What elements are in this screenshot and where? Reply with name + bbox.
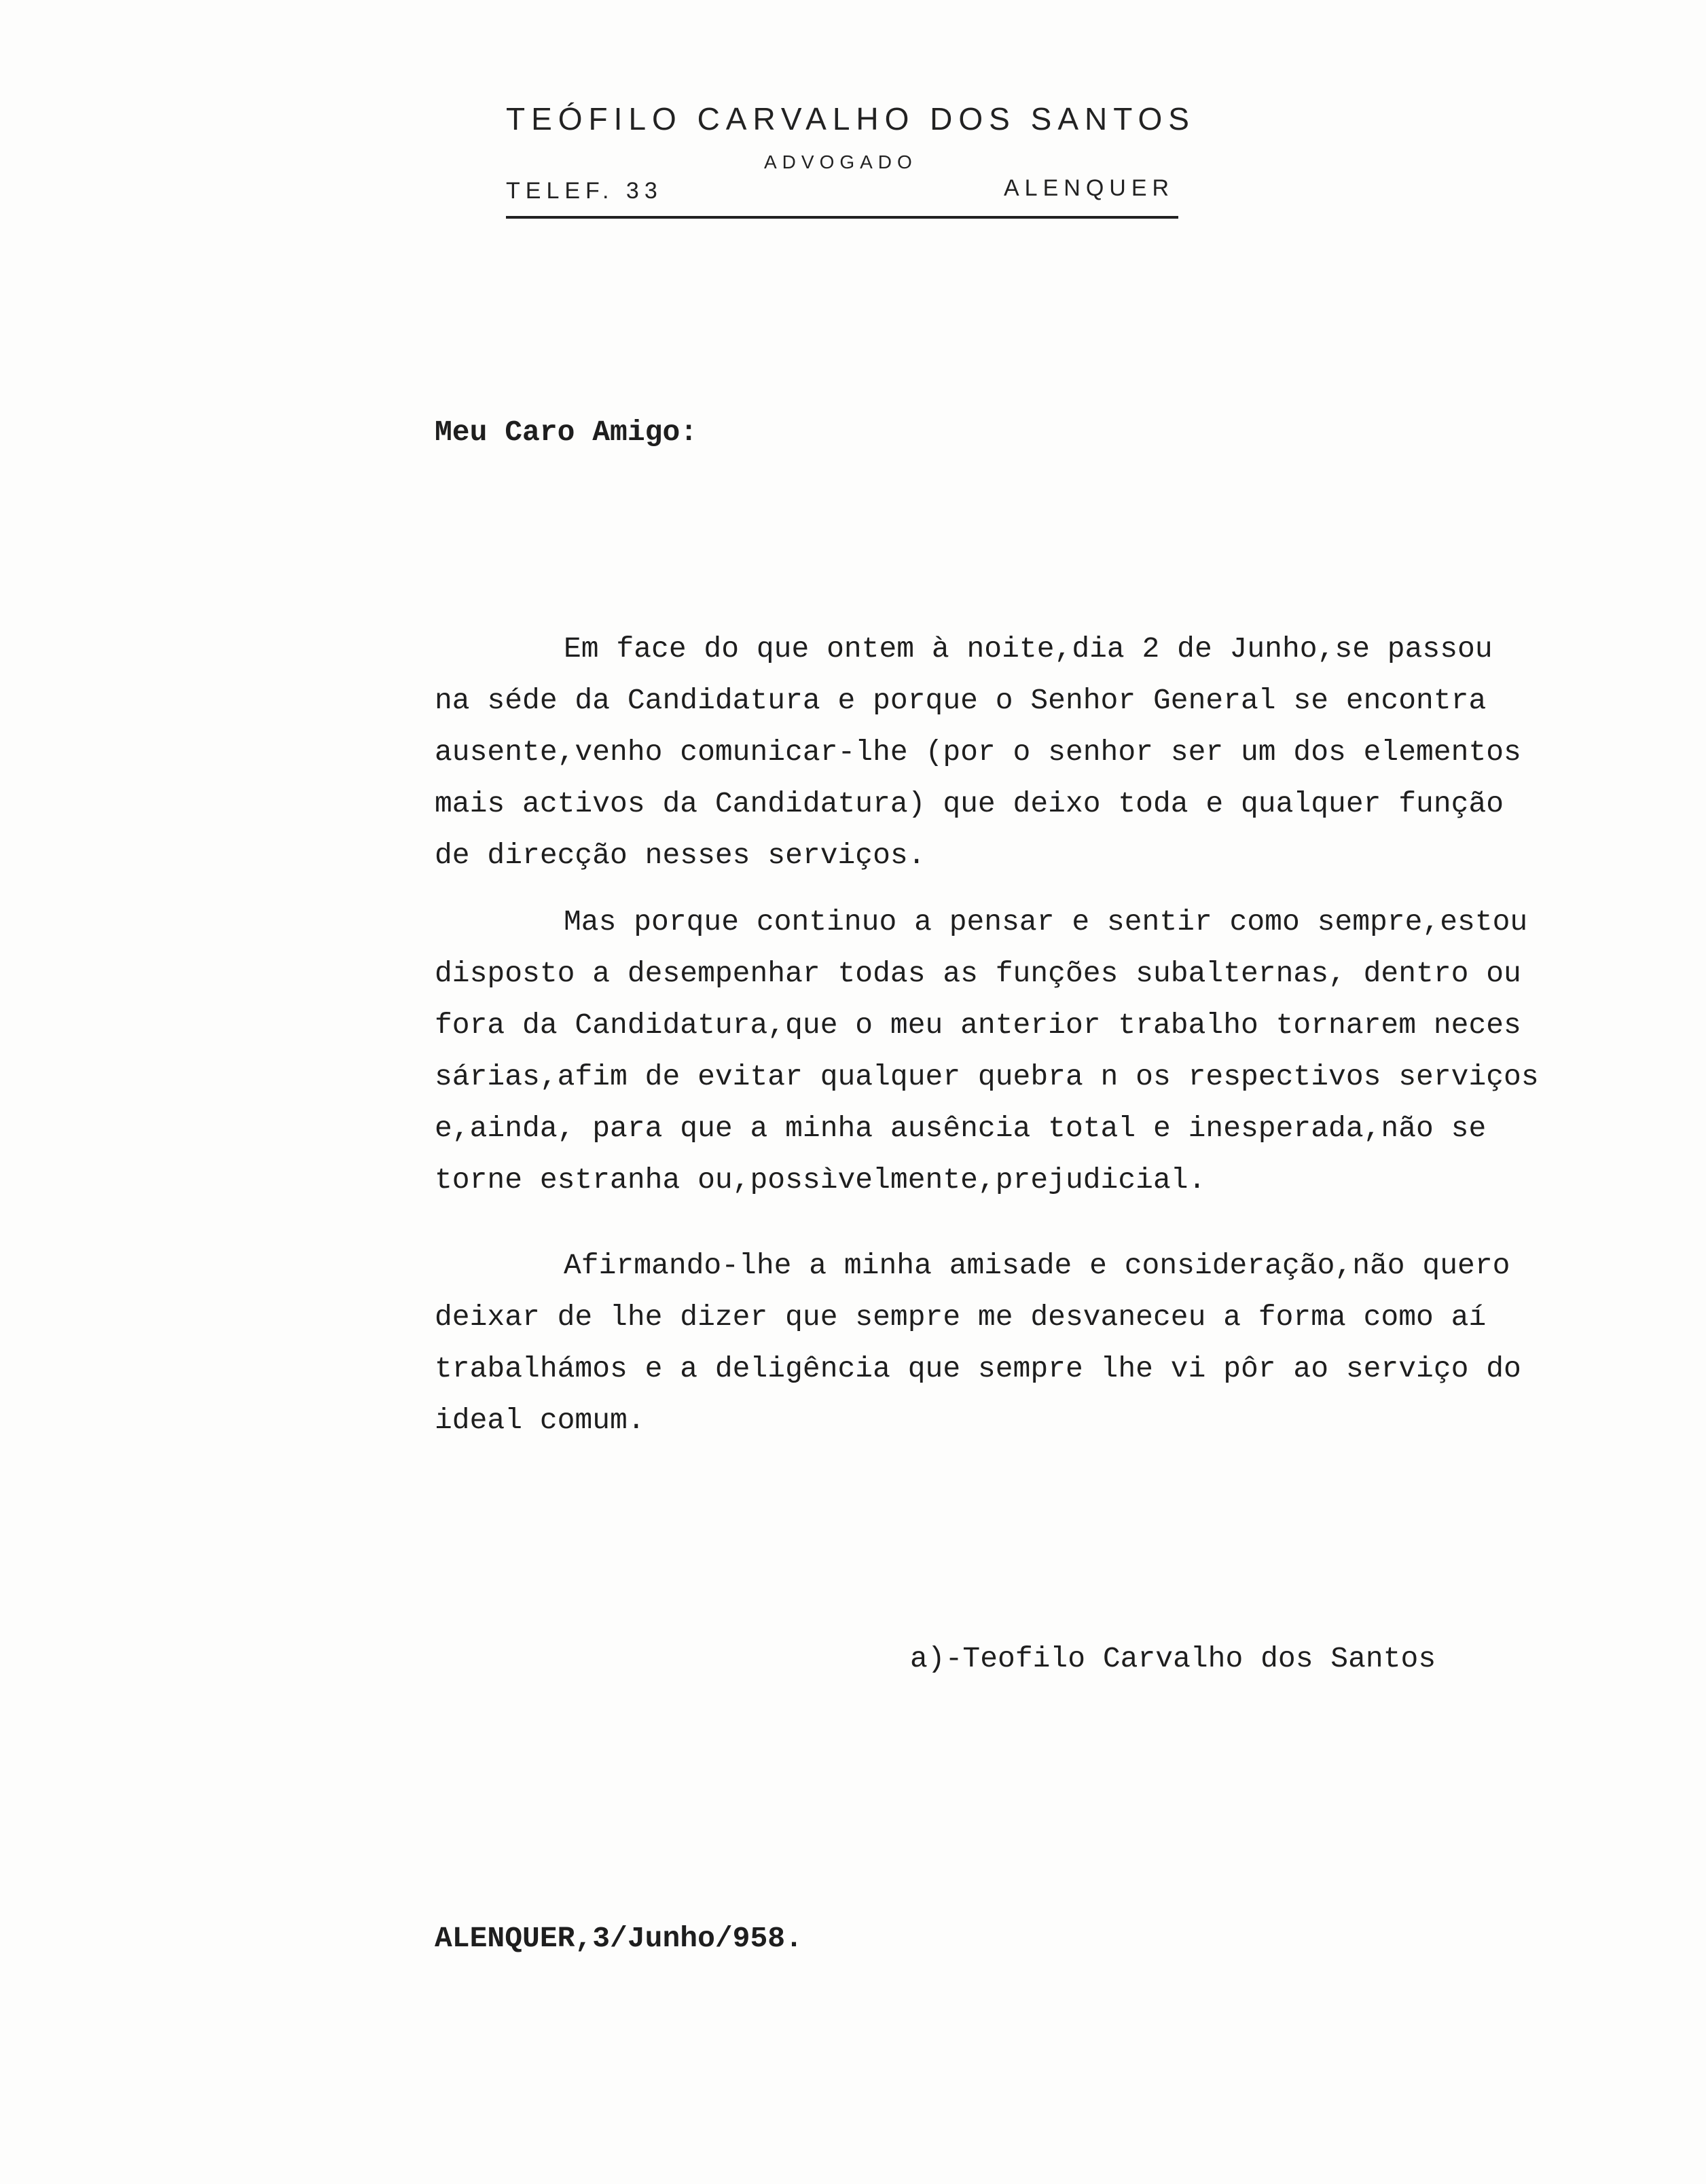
paragraph-line: deixar de lhe dizer que sempre me desvaneceu a forma como aí [435,1300,1487,1334]
paragraph-line: de direcção nesses serviços. [435,839,926,872]
paragraph-line: trabalhámos e a deligência que sempre lhe vi pôr ao serviço do [435,1352,1521,1385]
letterhead-name: TEÓFILO CARVALHO DOS SANTOS [506,101,1195,136]
paragraph-line: e,ainda, para que a minha ausência total e inesperada,não se [435,1112,1487,1145]
paragraph-line: ideal comum. [435,1404,645,1437]
paragraph-2 [435,896,1539,1206]
paragraph-line: Em face do que ontem à noite,dia 2 de Junho,se passou [564,632,1493,666]
paragraph-line: disposto a desempenhar todas as funções subalternas, dentro ou [435,957,1521,990]
dateline: ALENQUER,3/Junho/958. [435,1922,803,1955]
paragraph-line: Afirmando-lhe a minha amisade e consideração,não quero [564,1249,1510,1282]
paragraph-line: sárias,afim de evitar qualquer quebra n os respectivos serviços [435,1060,1539,1093]
paragraph-line: na séde da Candidatura e porque o Senhor General se encontra [435,684,1487,717]
paragraph-line: ausente,venho comunicar-lhe (por o senhor ser um dos elementos [435,735,1521,769]
paragraph-line: mais activos da Candidatura) que deixo toda e qualquer função [435,787,1504,820]
paragraph-line: Mas porque continuo a pensar e sentir como sempre,estou [564,905,1528,939]
paragraph-line: fora da Candidatura,que o meu anterior trabalho tornarem neces [435,1008,1521,1042]
letterhead-divider [506,216,1178,219]
letterhead-telephone: TELEF. 33 [506,178,663,204]
paragraph-3 [435,1240,1521,1446]
paragraph-line: torne estranha ou,possìvelmente,prejudicial. [435,1163,1206,1197]
paragraph-1 [435,623,1521,881]
letterhead-city: ALENQUER [1004,175,1175,201]
letterhead-role: ADVOGADO [764,151,918,172]
salutation: Meu Caro Amigo: [435,416,698,449]
signature-line: a)-Teofilo Carvalho dos Santos [910,1642,1436,1675]
